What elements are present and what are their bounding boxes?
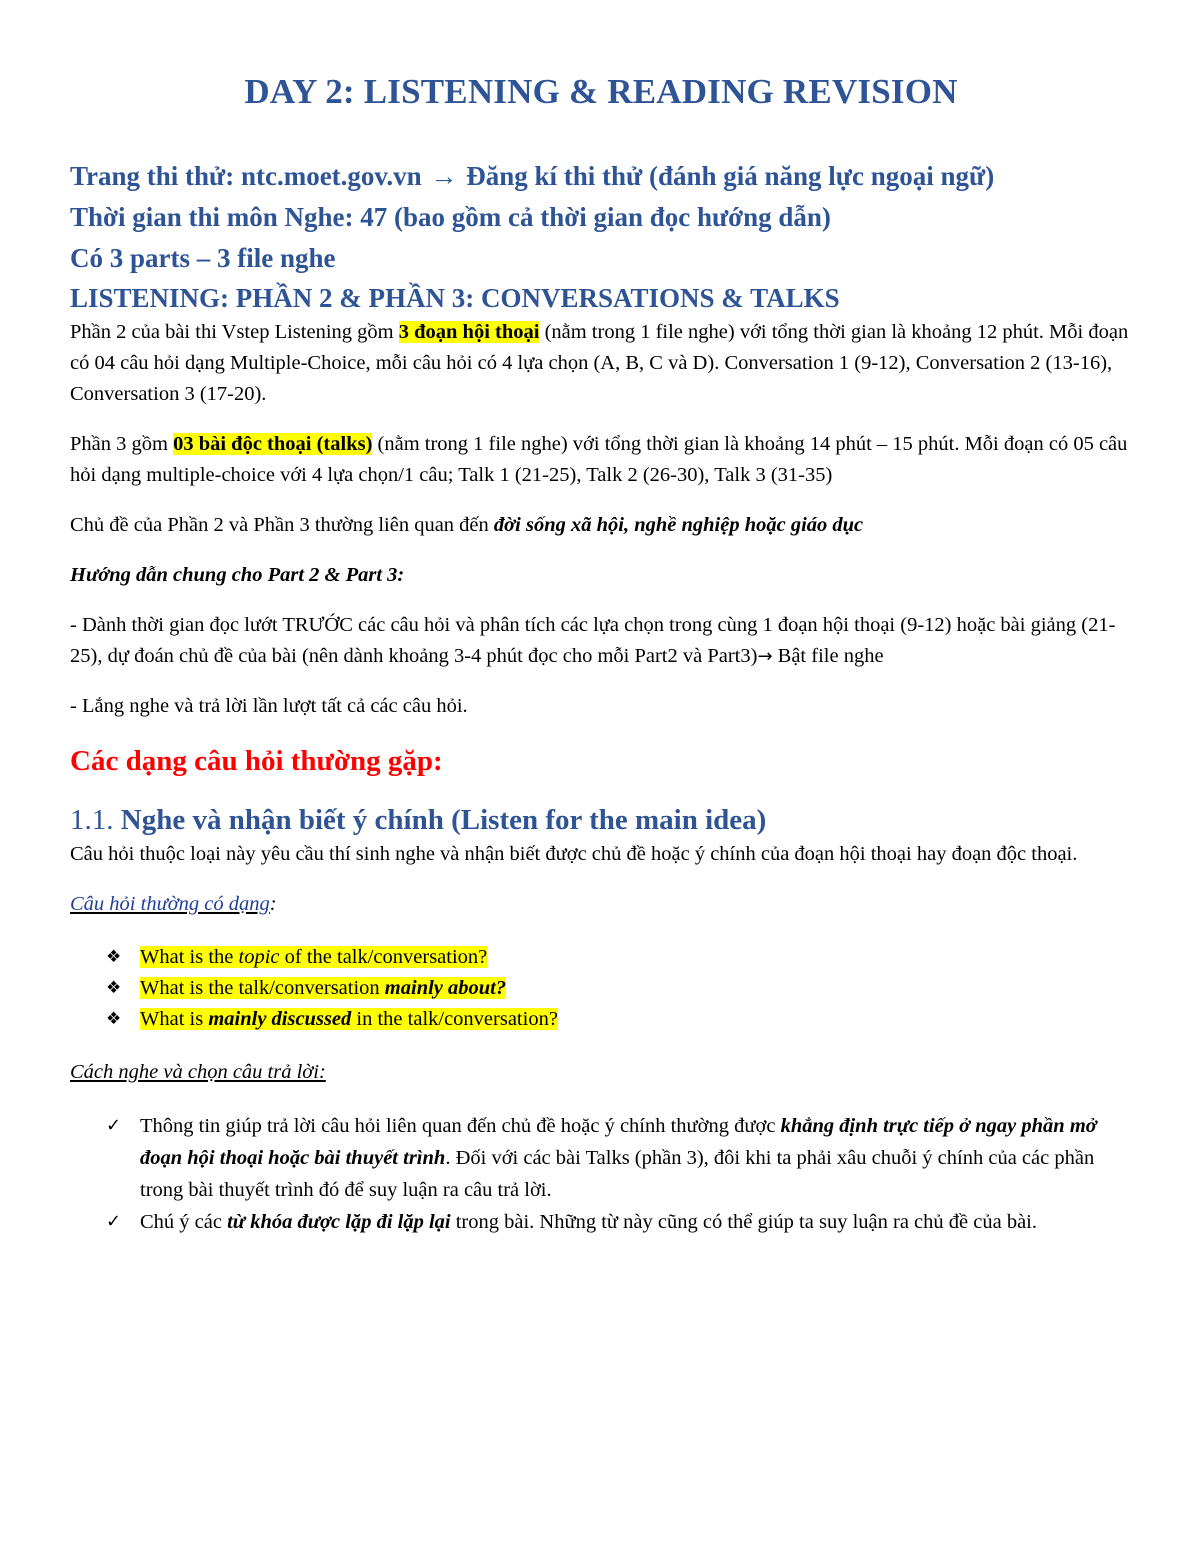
question-pre: What is the talk/conversation: [140, 977, 385, 999]
topic-emphasis: đời sống xã hội, nghề nghiệp hoặc giáo dục: [493, 514, 864, 536]
diamond-bullet-icon: ❖: [106, 978, 122, 998]
main-idea-heading: [70, 801, 1132, 839]
question-post: in the talk/conversation?: [351, 1008, 558, 1030]
info-duration: Thời gian thi môn Nghe: 47 (bao gồm cả thời gian đọc hướng dẫn): [70, 202, 831, 232]
tip-pre: Chú ý các: [140, 1211, 228, 1233]
check-icon: ✓: [106, 1115, 122, 1136]
part3-highlight: 03 bài độc thoại (talks): [173, 433, 373, 455]
common-form-label: [70, 889, 1132, 920]
question-text: [140, 946, 487, 968]
part3-text-post: (nằm trong 1 file nghe) với tổng thời gian là khoảng 14 phút – 15 phút. Mỗi đoạn có 05 câu hỏi dạng multiple-choice với 4 lựa chọn/1 câu; Talk 1 (21-25), Talk 2 (26-30), Talk 3 (31-35): [70, 433, 1128, 486]
guide-item-1: [70, 610, 1132, 672]
how-to-label: [70, 1057, 1132, 1088]
tip-post: . Đối với các bài Talks (phần 3), đôi khi ta phải xâu chuỗi ý chính của các phần trong bài thuyết trình đó để suy luận ra câu trả lời.: [140, 1147, 1095, 1201]
tip-emphasis: khẳng định trực tiếp ở ngay phần mở đoạn hội thoại hoặc bài thuyết trình: [140, 1115, 1097, 1169]
common-form-label-text: Câu hỏi thường có dạng: [70, 893, 270, 915]
arrow-right-icon: →: [430, 161, 458, 191]
part2-highlight: 3 đoạn hội thoại: [398, 321, 540, 343]
guide-item-1-tail: Bật file nghe: [772, 645, 884, 667]
diamond-bullet-icon: ❖: [106, 947, 122, 967]
main-idea-description: Câu hỏi thuộc loại này yêu cầu thí sinh nghe và nhận biết được chủ đề hoặc ý chính của đoạn hội thoại hay đoạn độc thoại.: [70, 843, 1078, 865]
question-list: [70, 942, 1132, 1035]
how-to-colon: :: [318, 1061, 326, 1083]
diamond-bullet-icon: ❖: [106, 1009, 122, 1029]
question-pre: What is: [140, 1008, 209, 1030]
info-register: Đăng kí thi thử (đánh giá năng lực ngoại ngữ): [466, 161, 995, 191]
main-idea-number: 1.1.: [70, 804, 114, 836]
part3-text-pre: Phần 3 gồm: [70, 433, 174, 455]
guide-item-1-text: - Dành thời gian đọc lướt TRƯỚC các câu hỏi và phân tích các lựa chọn trong cùng 1 đoạn hội thoại (9-12) hoặc bài giảng (21-25), dự đoán chủ đề của bài (nên dành khoảng 3-4 phút đọc cho mỗi Part2 và Part3): [70, 614, 1116, 667]
question-emphasis: topic: [238, 946, 280, 968]
list-item: [70, 1004, 1132, 1035]
list-item: [70, 1206, 1132, 1238]
info-test-site: [70, 156, 1132, 197]
part2-text-post: (nằm trong 1 file nghe) với tổng thời gian là khoảng 12 phút. Mỗi đoạn có 04 câu hỏi dạng Multiple-Choice, mỗi câu hỏi có 4 lựa chọn (A, B, C và D). Conversation 1 (9-12), Conversation 2 (13-16), Conversation 3 (17-20).: [70, 321, 1129, 405]
list-item: [70, 942, 1132, 973]
part2-text-pre: Phần 2 của bài thi Vstep Listening gồm: [70, 321, 399, 343]
info-test-site-url: Trang thi thử: ntc.moet.gov.vn: [70, 161, 422, 191]
paragraph-part3: [70, 429, 1132, 491]
question-text: [140, 977, 506, 999]
paragraph-part2: [70, 317, 1132, 410]
tip-pre: Thông tin giúp trả lời câu hỏi liên quan đến chủ đề hoặc ý chính thường được: [140, 1115, 781, 1137]
check-icon: ✓: [106, 1211, 122, 1232]
question-text: [140, 1008, 558, 1030]
question-types-heading: Các dạng câu hỏi thường gặp:: [70, 745, 443, 777]
main-idea-title: Nghe và nhận biết ý chính (Listen for the main idea): [113, 804, 767, 836]
guide-item-2: - Lắng nghe và trả lời lần lượt tất cả các câu hỏi.: [70, 695, 468, 717]
question-pre: What is the: [140, 946, 239, 968]
common-form-colon: :: [269, 893, 277, 915]
page-title: DAY 2: LISTENING & READING REVISION: [244, 72, 958, 111]
info-parts: Có 3 parts – 3 file nghe: [70, 243, 336, 273]
arrow-right-icon: →: [757, 646, 773, 667]
how-to-label-text: Cách nghe và chọn câu trả lời: [70, 1061, 319, 1083]
list-item: [70, 973, 1132, 1004]
guide-heading: Hướng dẫn chung cho Part 2 & Part 3:: [70, 564, 405, 586]
question-emphasis: mainly discussed: [208, 1008, 352, 1030]
list-item: [70, 1110, 1132, 1206]
tip-post: trong bài. Những từ này cũng có thể giúp ta suy luận ra chủ đề của bài.: [450, 1211, 1037, 1233]
document-page: [70, 60, 1132, 1238]
section-heading-listening: LISTENING: PHẦN 2 & PHẦN 3: CONVERSATIONS & TALKS: [70, 283, 840, 313]
topic-text-pre: Chủ đề của Phần 2 và Phần 3 thường liên quan đến: [70, 514, 494, 536]
tips-list: [70, 1110, 1132, 1238]
question-post: of the talk/conversation?: [279, 946, 488, 968]
question-emphasis: mainly about?: [384, 977, 507, 999]
tip-emphasis: từ khóa được lặp đi lặp lại: [227, 1211, 451, 1233]
paragraph-topic: [70, 510, 1132, 541]
